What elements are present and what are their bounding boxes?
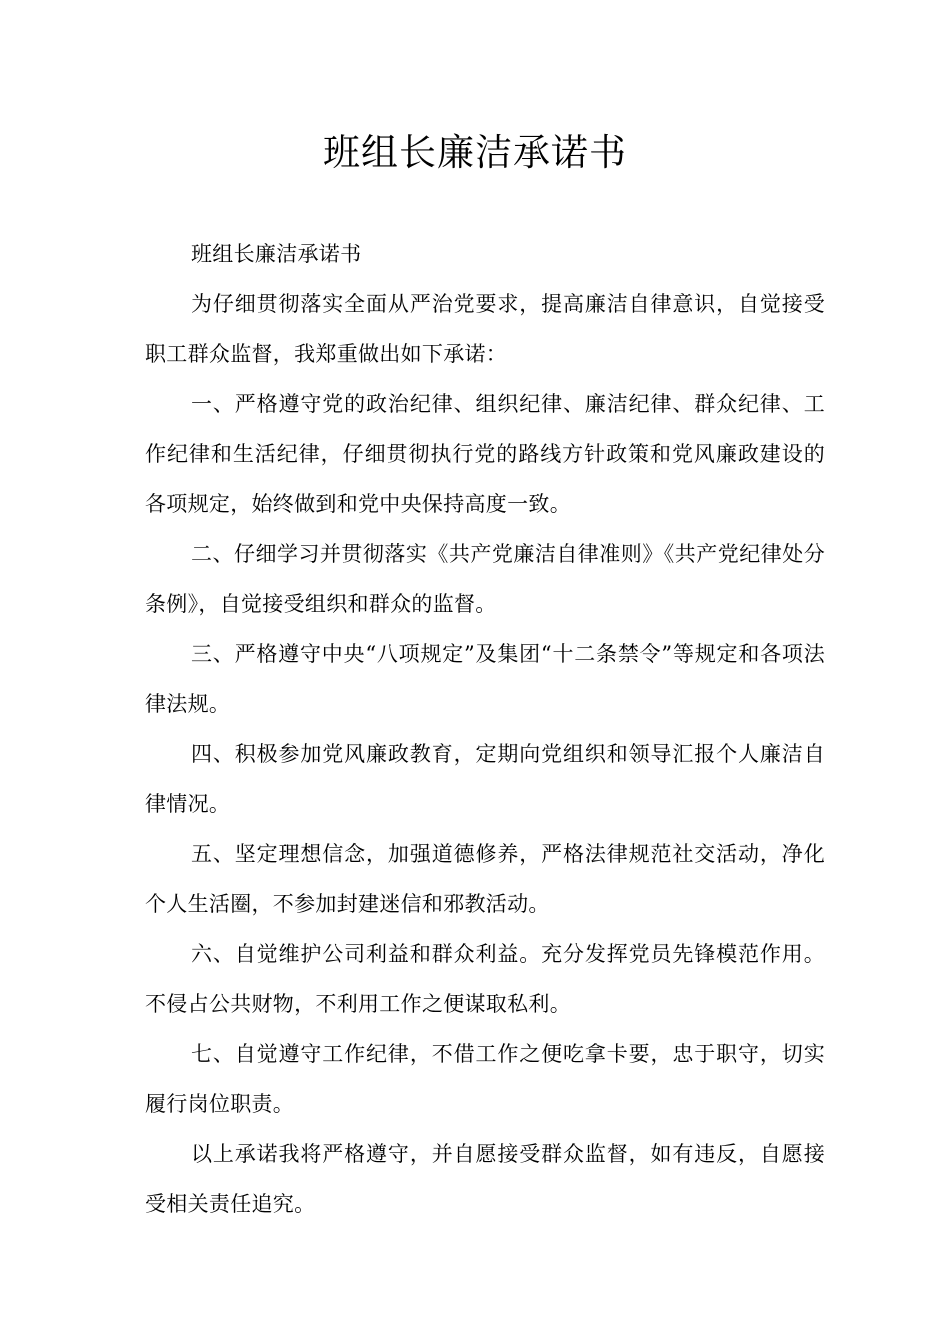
commitment-paragraph-4: 四、积极参加党风廉政教育，定期向党组织和领导汇报个人廉洁自律情况。 [145, 742, 825, 816]
commitment-paragraph-1: 一、严格遵守党的政治纪律、组织纪律、廉洁纪律、群众纪律、工作纪律和生活纪律，仔细贯彻执行党的路线方针政策和党风廉政建设的各项规定，始终做到和党中央保持高度一致。 [145, 392, 825, 516]
subtitle-paragraph: 班组长廉洁承诺书 [191, 242, 362, 266]
commitment-paragraph-2: 二、仔细学习并贯彻落实《共产党廉洁自律准则》《共产党纪律处分条例》，自觉接受组织和群众的监督。 [145, 542, 825, 616]
document-body [145, 229, 825, 1229]
intro-paragraph: 为仔细贯彻落实全面从严治党要求，提高廉洁自律意识，自觉接受职工群众监督，我郑重做出如下承诺： [145, 292, 825, 366]
document-title: 班组长廉洁承诺书 [323, 131, 627, 174]
commitment-paragraph-7: 七、自觉遵守工作纪律，不借工作之便吃拿卡要，忠于职守，切实履行岗位职责。 [145, 1042, 825, 1116]
commitment-paragraph-3: 三、严格遵守中央“八项规定”及集团“十二条禁令”等规定和各项法律法规。 [145, 642, 825, 716]
commitment-paragraph-6: 六、自觉维护公司利益和群众利益。充分发挥党员先锋模范作用。不侵占公共财物，不利用工作之便谋取私利。 [145, 942, 825, 1016]
commitment-paragraph-5: 五、坚定理想信念，加强道德修养，严格法律规范社交活动，净化个人生活圈，不参加封建迷信和邪教活动。 [145, 842, 825, 916]
closing-paragraph: 以上承诺我将严格遵守，并自愿接受群众监督，如有违反，自愿接受相关责任追究。 [145, 1142, 825, 1216]
